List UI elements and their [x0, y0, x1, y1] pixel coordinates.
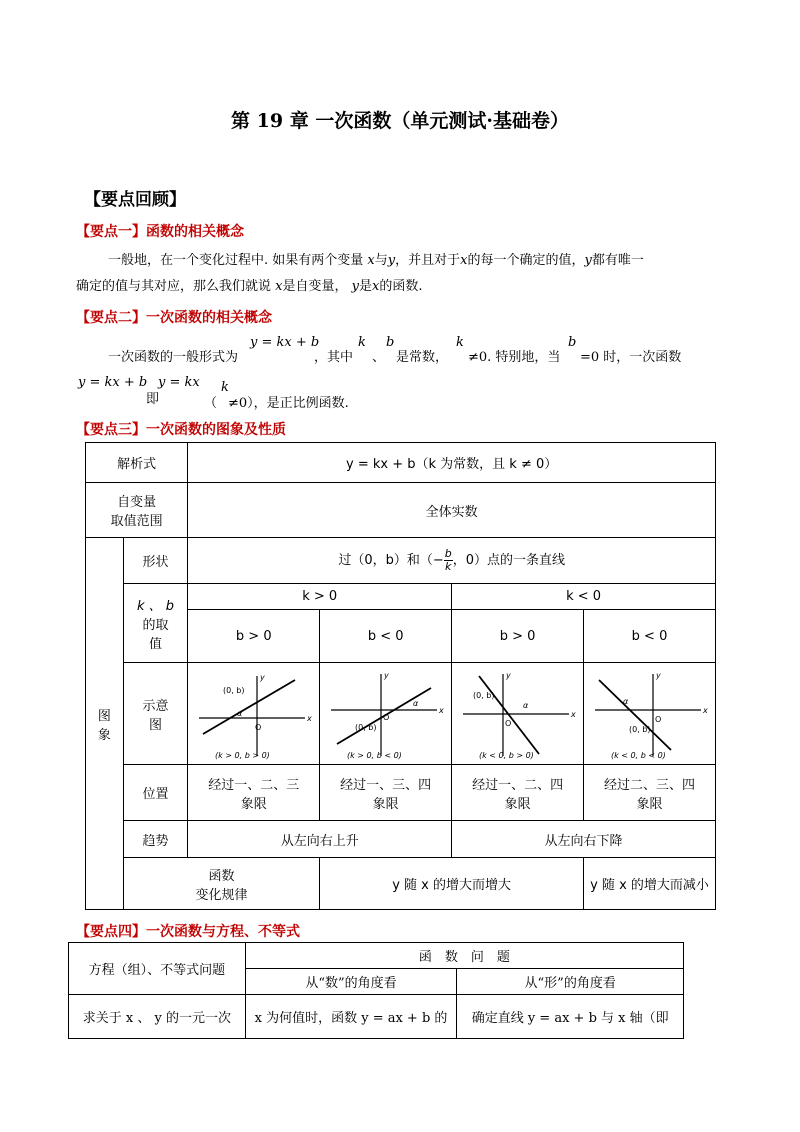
origin-label: O [382, 712, 389, 722]
diagram-cell [584, 663, 716, 765]
shape-value [188, 538, 716, 584]
point-label: (0, b) [354, 722, 377, 732]
diagram-label-1: 示意 [142, 698, 169, 714]
b-condition: b > 0 [188, 610, 320, 663]
kb-label-1: k 、 b [137, 598, 175, 614]
axis-x-label: x [306, 713, 312, 723]
point1-text: 是 [359, 279, 373, 294]
point-label: (0, b) [222, 685, 245, 695]
b-condition: b < 0 [320, 610, 452, 663]
point2-text: =0 时，一次函数 [580, 350, 682, 365]
num-view-header: 从“数”的角度看 [245, 969, 457, 995]
graph-label [86, 538, 124, 910]
origin-label: O [254, 722, 262, 732]
point1-and: 与 [374, 253, 388, 268]
equation-table [68, 942, 684, 1039]
point2-sep: 、 [372, 350, 386, 365]
point2-text: （ [204, 396, 218, 411]
formula-general: y = kx + b [78, 375, 148, 390]
point2-text: 一次函数的一般形式为 [108, 350, 239, 365]
frac-num: b [444, 547, 452, 560]
origin-label: O [654, 714, 661, 724]
point3-heading: 【要点三】一次函数的图象及性质 [76, 422, 286, 438]
shape-fraction [444, 548, 453, 573]
shape-label: 形状 [123, 538, 188, 584]
var-x: x [275, 279, 283, 294]
point1-text: 是自变量， [282, 279, 348, 294]
position-cell [584, 765, 716, 821]
change-down: y 随 x 的增大而减小 [584, 858, 716, 910]
var-k: k [358, 335, 366, 350]
formula-prop: y = kx [158, 375, 200, 390]
axis-y-label: y [505, 670, 511, 680]
axis-y-label: y [259, 672, 265, 682]
var-x: x [460, 253, 468, 268]
position-cell [452, 765, 584, 821]
graph-thumbnail-k-pos-b-pos [193, 668, 315, 760]
kb-label-2: 的取 [142, 617, 169, 633]
diagram-caption: (k < 0, b < 0) [610, 750, 666, 760]
axis-x-label: x [570, 709, 576, 719]
point1-text: 一般地，在一个变化过程中. 如果有两个变量 [108, 253, 364, 268]
point1-text: ，并且对于 [395, 253, 461, 268]
trend-down: 从左向右下降 [452, 821, 716, 858]
row1-col3: 确定直线 y = ax + b 与 x 轴（即 [457, 995, 684, 1039]
axis-y-label: y [655, 670, 661, 680]
angle-label: α [522, 700, 528, 710]
diagram-label [123, 663, 188, 765]
kb-label [123, 584, 188, 663]
point1-line1 [108, 251, 728, 271]
position-line2: 象限 [636, 796, 663, 812]
trend-up: 从左向右上升 [188, 821, 452, 858]
point2-text: 是常数， [396, 350, 449, 365]
axis-x-label: x [438, 705, 444, 715]
point1-heading: 【要点一】函数的相关概念 [76, 224, 244, 240]
shape-text-a: 过（0，b）和（− [338, 553, 444, 568]
position-line1: 经过二、三、四 [604, 777, 696, 793]
origin-label: O [504, 718, 511, 728]
var-b: b [568, 335, 577, 350]
diagram-caption: (k < 0, b > 0) [478, 750, 534, 760]
diagram-cell [320, 663, 452, 765]
domain-label-1: 自变量 [117, 495, 157, 510]
graph-thumbnail-k-neg-b-pos [457, 668, 579, 760]
var-y: y [351, 279, 360, 294]
col1-header: 方程（组）、不等式问题 [69, 943, 246, 995]
change-up: y 随 x 的增大而增大 [320, 858, 584, 910]
b-condition: b < 0 [584, 610, 716, 663]
position-line1: 经过一、二、三 [208, 777, 300, 793]
var-k: k [221, 380, 229, 395]
point-label: (0, b) [628, 724, 651, 734]
position-line2: 象限 [504, 796, 531, 812]
point1-text: 的每一个确定的值， [467, 253, 585, 268]
domain-value: 全体实数 [188, 483, 716, 538]
row1-col2: x 为何值时，函数 y = ax + b 的 [245, 995, 457, 1039]
graph-label-1: 图 [97, 708, 111, 724]
position-line2: 象限 [372, 796, 399, 812]
diagram-cell [188, 663, 320, 765]
frac-den: k [445, 560, 452, 573]
var-y: y [584, 253, 592, 268]
position-line1: 经过一、三、四 [340, 777, 432, 793]
b-condition: b > 0 [452, 610, 584, 663]
axis-x-label: x [702, 705, 708, 715]
formula-general: y = kx + b [250, 335, 320, 350]
point2-text: ≠0. 特别地，当 [468, 350, 561, 365]
angle-label: α [236, 708, 243, 718]
expr-label: 解析式 [86, 443, 188, 483]
angle-label: α [622, 696, 628, 706]
point2-text: 即 [146, 392, 160, 407]
diagram-label-2: 图 [149, 717, 163, 733]
var-k: k [456, 335, 464, 350]
func-header: 函 数 问 题 [245, 943, 683, 969]
change-label-2: 变化规律 [195, 887, 248, 903]
position-line2: 象限 [240, 796, 267, 812]
graph-thumbnail-k-neg-b-neg [589, 668, 711, 760]
point2-text: ，其中 [314, 350, 354, 365]
graph-thumbnail-k-pos-b-neg [325, 668, 447, 760]
graph-label-2: 象 [97, 727, 111, 743]
diagram-cell [452, 663, 584, 765]
change-label-1: 函数 [208, 868, 235, 884]
row1-col1: 求关于 x 、 y 的一元一次 [69, 995, 246, 1039]
k-positive: k > 0 [188, 584, 452, 610]
diagram-caption: (k > 0, b < 0) [346, 750, 402, 760]
domain-label [86, 483, 188, 538]
trend-label: 趋势 [123, 821, 188, 858]
angle-label: α [412, 698, 418, 708]
point1-text: 确定的值与其对应，那么我们就说 [76, 279, 272, 294]
axis-y-label: y [383, 670, 389, 680]
point1-line2 [76, 277, 726, 297]
point1-text: 都有唯一 [591, 253, 644, 268]
var-x: x [372, 279, 380, 294]
var-y: y [387, 253, 396, 268]
shape-text-b: ，0）点的一条直线 [452, 553, 565, 568]
position-cell [188, 765, 320, 821]
position-line1: 经过一、二、四 [472, 777, 564, 793]
properties-table [85, 442, 716, 910]
kb-label-3: 值 [149, 636, 163, 652]
point2-heading: 【要点二】一次函数的相关概念 [76, 310, 272, 326]
point1-text: 的函数. [379, 279, 423, 294]
section-title: 【要点回顾】 [84, 190, 186, 210]
point2-text: ≠0），是正比例函数. [228, 396, 349, 411]
page-title: 第 19 章 一次函数（单元测试·基础卷） [231, 110, 569, 132]
shape-view-header: 从“形”的角度看 [457, 969, 684, 995]
change-label [123, 858, 319, 910]
position-cell [320, 765, 452, 821]
domain-label-2: 取值范围 [110, 514, 163, 529]
position-label: 位置 [123, 765, 188, 821]
var-x: x [367, 253, 375, 268]
diagram-caption: (k > 0, b > 0) [214, 750, 270, 760]
k-negative: k < 0 [452, 584, 716, 610]
expr-value: y = kx + b（k 为常数，且 k ≠ 0） [188, 443, 716, 483]
point-label: (0, b) [472, 690, 495, 700]
point4-heading: 【要点四】一次函数与方程、不等式 [76, 924, 300, 940]
var-b: b [386, 335, 395, 350]
